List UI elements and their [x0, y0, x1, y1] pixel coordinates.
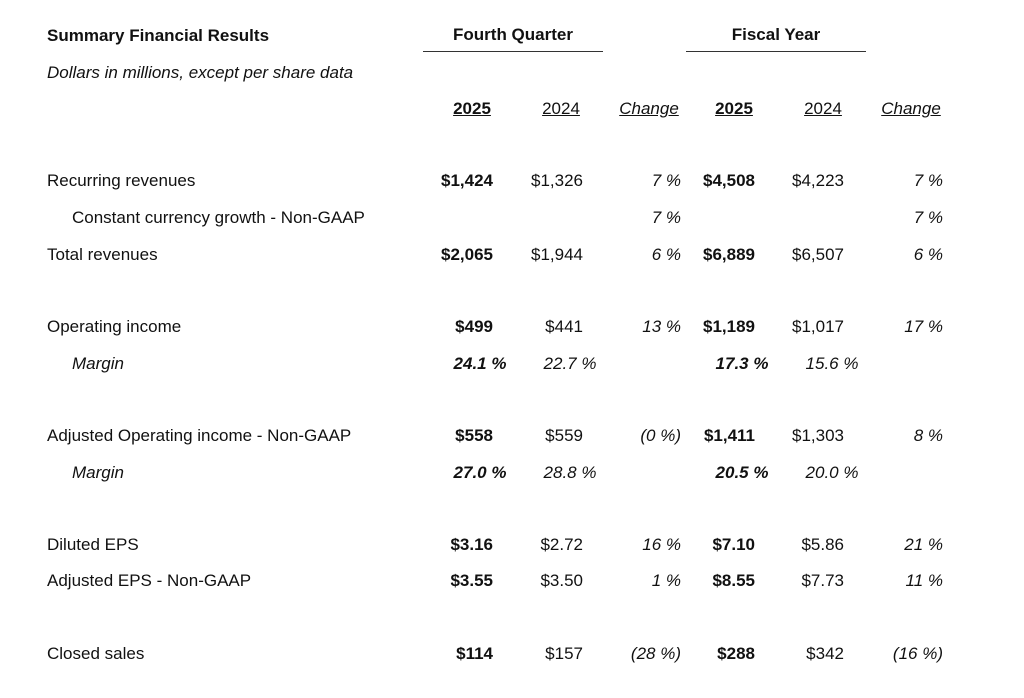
cell-q24: $1,326	[531, 171, 583, 190]
cell-qchg: 7 %	[651, 208, 681, 227]
cell-q24: $157	[545, 644, 583, 663]
cell-fychg: 17 %	[904, 317, 943, 336]
cell-q25: 24.1 %	[453, 354, 507, 373]
cell-fy24: $342	[806, 644, 844, 663]
cell-fy25: $8.55	[712, 571, 755, 590]
cell-fy24: $1,303	[792, 426, 844, 445]
cell-qchg: 7 %	[651, 171, 681, 190]
row-label-adjusted-operating-income: Adjusted Operating income - Non-GAAP	[47, 426, 352, 445]
cell-fychg: 11 %	[905, 571, 943, 590]
row-label-constant-currency-growth: Constant currency growth - Non-GAAP	[72, 208, 365, 227]
cell-fychg: 7 %	[913, 171, 943, 190]
cell-q25: $3.55	[450, 571, 493, 590]
cell-q25: $2,065	[441, 245, 493, 264]
row-label-adjusted-margin: Margin	[72, 463, 124, 482]
cell-q25: $114	[456, 644, 493, 663]
cell-fy25: 17.3 %	[715, 354, 769, 373]
cell-fychg: (16 %)	[892, 644, 943, 663]
cell-fy24: $4,223	[792, 171, 844, 190]
cell-fychg: 21 %	[904, 535, 943, 554]
cell-q24: $2.72	[540, 535, 583, 554]
cell-q25: $3.16	[450, 535, 493, 554]
cell-fy25: $6,889	[703, 245, 755, 264]
cell-qchg: (0 %)	[640, 426, 681, 445]
cell-fy24: $5.86	[801, 535, 844, 554]
row-label-operating-income: Operating income	[47, 317, 182, 336]
row-label-closed-sales: Closed sales	[47, 644, 145, 663]
column-header-fy-change: Change	[881, 99, 941, 118]
cell-fy25: $7.10	[712, 535, 755, 554]
row-label-diluted-eps: Diluted EPS	[47, 535, 139, 554]
cell-qchg: 13 %	[642, 317, 681, 336]
row-label-operating-margin: Margin	[72, 354, 124, 373]
cell-qchg: (28 %)	[630, 644, 681, 663]
cell-q25: 27.0 %	[453, 463, 507, 482]
cell-q25: $1,424	[441, 171, 493, 190]
group-header-fiscal-year: Fiscal Year	[686, 25, 866, 52]
cell-fy25: $1,189	[703, 317, 755, 336]
cell-fy24: $7.73	[801, 571, 844, 590]
group-header-fourth-quarter: Fourth Quarter	[423, 25, 603, 52]
cell-fy25: $288	[717, 644, 755, 663]
cell-fychg: 8 %	[913, 426, 943, 445]
column-header-q-change: Change	[619, 99, 679, 118]
row-label-total-revenues: Total revenues	[47, 245, 158, 264]
cell-q24: $3.50	[540, 571, 583, 590]
cell-q25: $499	[455, 317, 493, 336]
column-header-q-2024: 2024	[542, 99, 580, 118]
cell-fy24: 20.0 %	[805, 463, 859, 482]
cell-q24: $441	[545, 317, 583, 336]
cell-qchg: 1 %	[651, 571, 681, 590]
cell-qchg: 6 %	[651, 245, 681, 264]
cell-fy25: $1,411	[703, 426, 755, 445]
cell-fychg: 6 %	[913, 245, 943, 264]
column-header-fy-2025: 2025	[715, 99, 753, 118]
cell-fychg: 7 %	[913, 208, 943, 227]
cell-fy24: 15.6 %	[805, 354, 859, 373]
row-label-adjusted-eps: Adjusted EPS - Non-GAAP	[47, 571, 252, 590]
cell-fy24: $1,017	[792, 317, 844, 336]
cell-qchg: 16 %	[642, 535, 681, 554]
column-header-q-2025: 2025	[453, 99, 491, 118]
page-title: Summary Financial Results	[47, 26, 270, 45]
page-subtitle: Dollars in millions, except per share data	[47, 63, 354, 82]
cell-q24: 28.8 %	[543, 463, 597, 482]
cell-fy25: $4,508	[703, 171, 755, 190]
cell-q25: $558	[455, 426, 493, 445]
cell-fy24: $6,507	[792, 245, 844, 264]
cell-q24: 22.7 %	[543, 354, 597, 373]
cell-q24: $559	[545, 426, 583, 445]
row-label-recurring-revenues: Recurring revenues	[47, 171, 196, 190]
cell-q24: $1,944	[531, 245, 583, 264]
cell-fy25: 20.5 %	[715, 463, 769, 482]
column-header-fy-2024: 2024	[804, 99, 842, 118]
